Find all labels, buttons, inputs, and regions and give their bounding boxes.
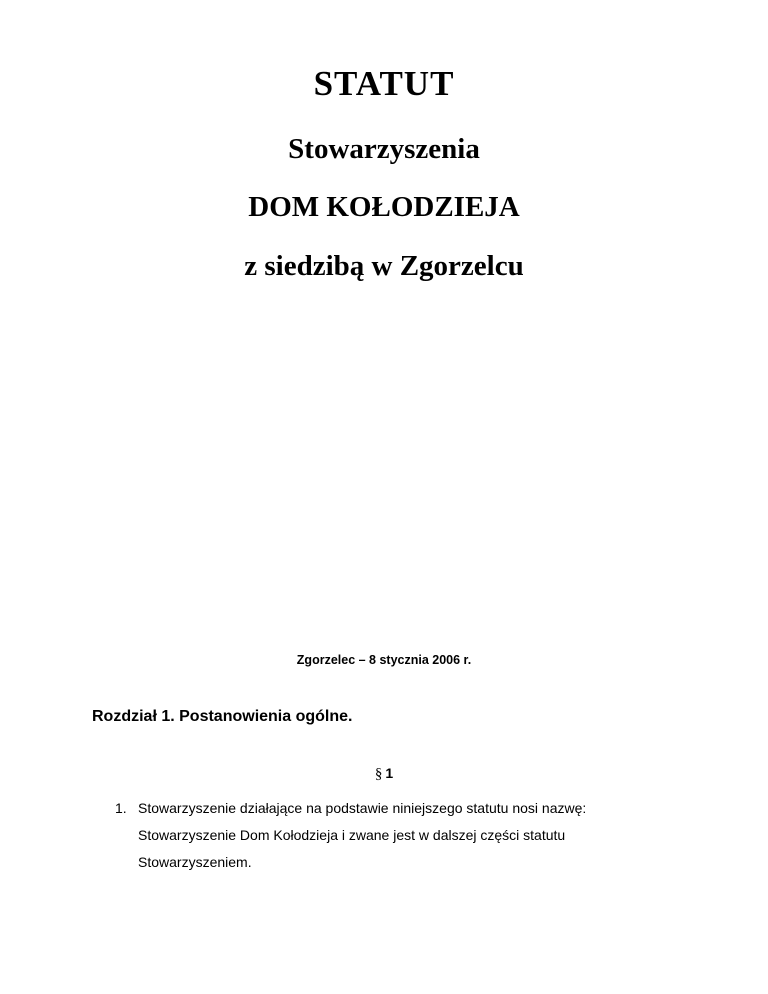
list-item-line: Stowarzyszenie działające na podstawie niniejszego statutu nosi nazwę: — [138, 800, 587, 816]
document-title: STATUT — [313, 64, 455, 103]
list-item-number: 1. — [115, 800, 127, 816]
section-heading — [0, 765, 768, 783]
list-item-line: Stowarzyszeniem. — [138, 854, 252, 870]
list-item-line: Stowarzyszenie Dom Kołodzieja i zwane jest w dalszej części statutu — [138, 827, 566, 843]
section-item-list — [115, 795, 715, 876]
document-date: Zgorzelec – 8 stycznia 2006 r. — [296, 653, 472, 667]
section-number: 1 — [385, 765, 394, 781]
document-subtitle-name: DOM KOŁODZIEJA — [248, 191, 520, 223]
list-item — [115, 795, 715, 876]
chapter-heading: Rozdział 1. Postanowienia ogólne. — [92, 708, 353, 725]
document-subtitle-association: Stowarzyszenia — [288, 133, 480, 165]
document-subtitle-seat: z siedzibą w Zgorzelcu — [244, 250, 524, 282]
section-symbol: § — [374, 766, 383, 782]
